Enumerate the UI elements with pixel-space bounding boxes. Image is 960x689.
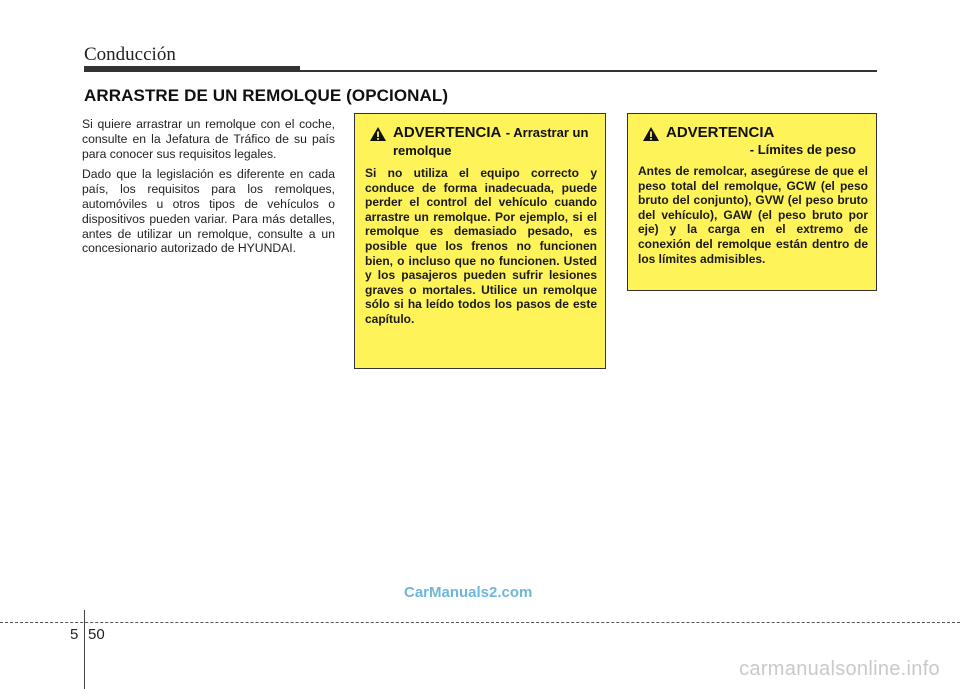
- body-paragraph: Si quiere arrastrar un remolque con el coche, consulte en la Jefatura de Tráfico de su país para conocer sus requisitos legales.: [82, 117, 335, 161]
- header-rule-thin: [300, 70, 877, 72]
- body-text-column: [82, 117, 335, 262]
- warning-triangle-icon: [642, 126, 660, 142]
- warning-box-trailer: [354, 113, 606, 369]
- warning-box-weight-limits: [627, 113, 877, 291]
- warning-word: ADVERTENCIA: [666, 124, 775, 141]
- warning-header: [365, 124, 597, 160]
- page-number: 50: [88, 626, 105, 643]
- chapter-title: Conducción: [84, 44, 176, 65]
- warning-subtitle: - Límites de peso: [749, 142, 856, 157]
- section-heading: ARRASTRE DE UN REMOLQUE (OPCIONAL): [84, 86, 449, 105]
- warning-triangle-icon: [369, 126, 387, 142]
- watermark-link[interactable]: CarManuals2.com: [404, 584, 533, 601]
- warning-header: [638, 124, 868, 158]
- warning-word: ADVERTENCIA: [393, 124, 502, 141]
- footer-vertical-rule: [84, 610, 85, 689]
- body-paragraph: Dado que la legislación es diferente en cada país, los requisitos para los remolques, automóviles u otros tipos de vehículos o dispositivos pueden variar. Para más detalles, antes de utilizar un remolque, consulte a un concesionario autorizado de HYUNDAI.: [82, 167, 335, 256]
- bottom-watermark: carmanualsonline.info: [739, 658, 940, 680]
- warning-text: Si no utiliza el equipo correcto y conduce de forma inadecuada, puede perder el control del vehículo cuando arrastre un remolque. Por ejemplo, si el remolque es demasiado pesado, es posible que los frenos no funcionen bien, o incluso que no funcionen. Usted y los pasajeros pueden sufrir lesiones graves o mortales. Utilice un remolque sólo si ha leído todos los pasos de este capítulo.: [365, 166, 597, 326]
- footer-dashed-rule: [0, 622, 960, 623]
- warning-text: Antes de remolcar, asegúrese de que el peso total del remolque, GCW (el peso bruto del conjunto), GVW (el peso bruto del vehículo), GAW (el peso bruto por eje) y la carga en el extremo de conexión del remolque están dentro de los límites admisibles.: [638, 164, 868, 266]
- header-rule-thick: [84, 66, 300, 72]
- warning-subtitle: - Arrastrar un remolque: [393, 125, 589, 158]
- chapter-number: 5: [70, 626, 79, 643]
